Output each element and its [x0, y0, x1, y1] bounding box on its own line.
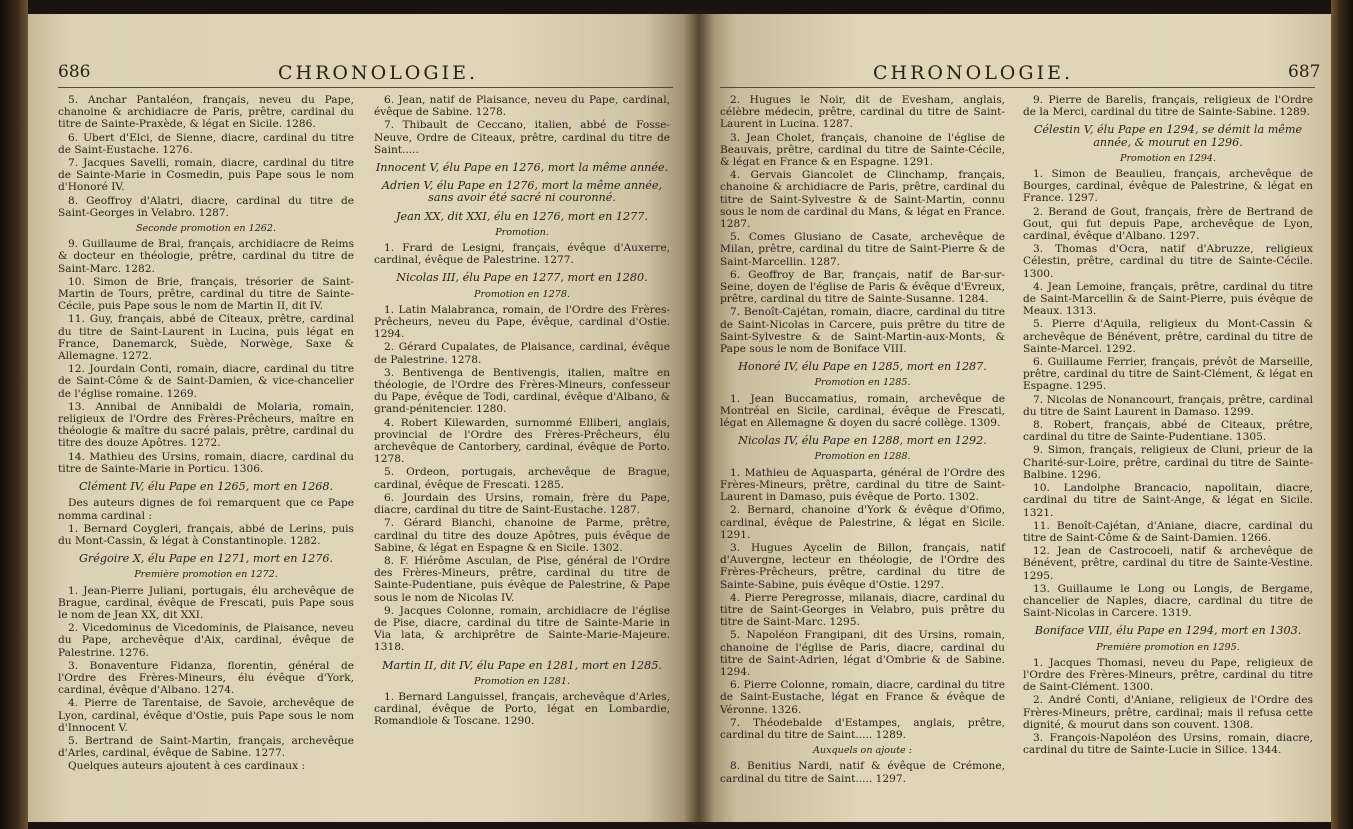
- cardinal-entry: 1. Bernard Languissel, français, archevêque d'Arles, cardinal, évêque de Porto, légat en Lombardie, Romandiole & Toscane. 1290.: [374, 690, 670, 728]
- header-rule-right: [720, 87, 1315, 88]
- left-page: [28, 14, 698, 822]
- cardinal-entry: 4. Gervais Giancolet de Clinchamp, français, chanoine & archidiacre de Paris, prêtre, cardinal du titre de Saint-Sylvestre & de Saint-Martin, connu sous le nom de cardinal du Mans, & légat en France. 1287.: [720, 169, 1005, 231]
- promotion-subheading: Seconde promotion en 1262.: [135, 223, 277, 235]
- cardinal-entry: 9. Simon, français, religieux de Cluni, prieur de la Charité-sur-Loire, prêtre, cardinal du titre de Sainte-Balbine. 1296.: [1023, 444, 1313, 481]
- cardinal-entry: 11. Benoît-Cajétan, d'Aniane, diacre, cardinal du titre de Saint-Côme & de Saint-Damien. 1266.: [1023, 519, 1313, 544]
- cardinal-entry: 6. Jean, natif de Plaisance, neveu du Pape, cardinal, évêque de Sabine. 1278.: [374, 94, 670, 119]
- cardinal-entry: 1. Simon de Beaulieu, français, archevêque de Bourges, cardinal, évêque de Palestrine, & légat en France. 1297.: [1023, 168, 1313, 205]
- promotion-subheading: Promotion en 1281.: [474, 675, 570, 687]
- promotion-subheading: Promotion en 1294.: [1120, 152, 1216, 164]
- cardinal-entry: 4. Robert Kilewarden, surnommé Elliberi, anglais, provincial de l'Ordre des Frères-Prêcheurs, élu archevêque de Cantorbery, cardinal, évêque de Porto. 1278.: [374, 416, 670, 466]
- cardinal-entry: 6. Jourdain des Ursins, romain, frère du Pape, diacre, cardinal du titre de Saint-Eustache. 1287.: [374, 491, 670, 517]
- cardinal-entry: 8. F. Hiérôme Asculan, de Pise, général de l'Ordre des Frères-Mineurs, prêtre, cardinal du titre de Sainte-Pudentiane, puis évêque de Palestrine, & Pape sous le nom de Nicolas IV.: [374, 554, 670, 604]
- cardinal-entry: Quelques auteurs ajoutent à ces cardinaux :: [68, 760, 306, 773]
- cardinal-entry: 7. Théodebalde d'Estampes, anglais, prêtre, cardinal du titre de Saint..... 1289.: [720, 716, 1005, 741]
- pope-heading: Jean XX, dit XXI, élu en 1276, mort en 1277.: [396, 209, 648, 223]
- book-edge-right: [1331, 0, 1353, 829]
- header-rule-left: [58, 87, 673, 88]
- cardinal-entry: 3. Bentivenga de Bentivengis, italien, maître en théologie, de l'Ordre des Frères-Mineurs, confesseur du Pape, évêque de Todi, cardinal, évêque d'Albano, & grand-pénitencier. 1280.: [374, 366, 670, 416]
- cardinal-entry: 1. Latin Malabranca, romain, de l'Ordre des Frères-Prêcheurs, neveu du Pape, évêque, cardinal d'Ostie. 1294.: [374, 303, 670, 341]
- cardinal-entry: 14. Mathieu des Ursins, romain, diacre, cardinal du titre de Sainte-Marie in Porticu. 1306.: [58, 450, 354, 475]
- cardinal-entry: 3. Thomas d'Ocra, natif d'Abruzze, religieux Célestin, prêtre, cardinal du titre de Sainte-Cécile. 1300.: [1023, 243, 1313, 280]
- cardinal-entry: 2. Vicedominus de Vicedominis, de Plaisance, neveu du Pape, archevêque d'Aix, cardinal, évêque de Palestrine. 1276.: [58, 622, 354, 659]
- cardinal-entry: 10. Landolphe Brancacio, napolitain, diacre, cardinal du titre de Saint-Ange, & légat en Sicile. 1321.: [1023, 482, 1313, 519]
- cardinal-entry: 11. Guy, français, abbé de Citeaux, prêtre, cardinal du titre de Saint-Laurent in Lucina, puis légat en France, Danemarck, Suède, Norwège, Saxe & Allemagne. 1272.: [58, 313, 354, 363]
- cardinal-entry: 7. Jacques Savelli, romain, diacre, cardinal du titre de Sainte-Marie in Cosmedin, puis Pape sous le nom d'Honoré IV.: [58, 157, 354, 194]
- cardinal-entry: 6. Ubert d'Elci, de Sienne, diacre, cardinal du titre de Saint-Eustache. 1276.: [58, 131, 354, 156]
- cardinal-entry: 6. Pierre Colonne, romain, diacre, cardinal du titre de Saint-Eustache, légat en France & évêque de Véronne. 1326.: [720, 679, 1005, 716]
- right-column-1: [720, 94, 1005, 786]
- running-head-right: CHRONOLOGIE.: [873, 62, 1073, 84]
- cardinal-entry: 9. Guillaume de Brai, français, archidiacre de Reims & docteur en théologie, prêtre, cardinal du titre de Saint-Marc. 1282.: [58, 238, 354, 275]
- left-column-1: [58, 94, 354, 774]
- cardinal-entry: 8. Benitius Nardi, natif & évêque de Crémone, cardinal du titre de Saint..... 1297.: [720, 760, 1005, 785]
- cardinal-entry: 5. Bertrand de Saint-Martin, français, archevêque d'Arles, cardinal, évêque de Sabine. 1277.: [58, 734, 354, 760]
- promotion-subheading: Promotion en 1278.: [474, 288, 570, 300]
- cardinal-entry: 2. Gérard Cupalates, de Plaisance, cardinal, évêque de Palestrine. 1278.: [374, 341, 670, 366]
- cardinal-entry: 1. Jean-Pierre Juliani, portugais, élu archevêque de Brague, cardinal, évêque de Frescati, puis Pape sous le nom de Jean XX, dit XXI.: [58, 584, 354, 621]
- page-number-left: 686: [58, 62, 91, 82]
- running-head-left: CHRONOLOGIE.: [278, 62, 478, 84]
- cardinal-entry: 1. Bernard Coygleri, français, abbé de Lerins, puis du Mont-Cassin, & légat à Constantinople. 1282.: [58, 522, 354, 547]
- pope-heading: Boniface VIII, élu Pape en 1294, mort en 1303.: [1034, 624, 1302, 638]
- cardinal-entry: 3. Jean Cholet, français, chanoine de l'église de Beauvais, prêtre, cardinal du titre de Sainte-Cécile, & légat en France & en Espagne. 1291.: [720, 131, 1005, 169]
- cardinal-entry: 4. Jean Lemoine, français, prêtre, cardinal du titre de Saint-Marcellin & de Saint-Pierre, puis évêque de Meaux. 1313.: [1023, 280, 1313, 318]
- cardinal-entry: 9. Jacques Colonne, romain, archidiacre de l'église de Pise, diacre, cardinal du titre de Sainte-Marie in Via lata, & archiprêtre de Sainte-Marie-Majeure. 1318.: [374, 604, 670, 654]
- promotion-subheading: Promotion en 1285.: [814, 377, 911, 389]
- pope-heading: Clément IV, élu Pape en 1265, mort en 1268.: [78, 480, 333, 494]
- promotion-subheading: Auxquels on ajoute :: [812, 745, 913, 757]
- promotion-subheading: Promotion en 1288.: [814, 451, 911, 463]
- cardinal-entry: 12. Jourdain Conti, romain, diacre, cardinal du titre de Saint-Côme & de Saint-Damien, & vice-chancelier de l'église romaine. 1269.: [58, 363, 354, 400]
- cardinal-entry: 1. Mathieu de Aquasparta, général de l'Ordre des Frères-Mineurs, prêtre, cardinal du titre de Saint-Laurent in Damaso, puis évêque de Porto. 1302.: [720, 466, 1005, 504]
- cardinal-entry: 5. Ordeon, portugais, archevêque de Brague, cardinal, évêque de Frescati. 1285.: [374, 466, 670, 491]
- cardinal-entry: 3. François-Napoléon des Ursins, romain, diacre, cardinal du titre de Sainte-Lucie in Silice. 1344.: [1023, 731, 1313, 757]
- cardinal-entry: 4. Pierre de Tarentaise, de Savoie, archevêque de Lyon, cardinal, évêque d'Ostie, puis Pape sous le nom d'Innocent V.: [58, 697, 354, 734]
- promotion-subheading: Première promotion en 1272.: [134, 569, 278, 581]
- cardinal-entry: 8. Geoffroy d'Alatri, diacre, cardinal du titre de Saint-Georges in Velabro. 1287.: [58, 194, 354, 219]
- cardinal-entry: 2. Berand de Gout, français, frère de Bertrand de Gout, qui fut depuis Pape, archevêque de Lyon, cardinal, évêque d'Albano. 1297.: [1023, 205, 1313, 243]
- pope-heading: Grégoire X, élu Pape en 1271, mort en 1276.: [78, 552, 334, 566]
- pope-heading: Innocent V, élu Pape en 1276, mort la même année.: [375, 161, 669, 175]
- pope-heading: Nicolas IV, élu Pape en 1288, mort en 1292.: [738, 434, 987, 448]
- cardinal-entry: 1. Jacques Thomasi, neveu du Pape, religieux de l'Ordre des Frères-Mineurs, prêtre, cardinal du titre de Saint-Clément. 1300.: [1023, 656, 1313, 694]
- cardinal-entry: 6. Geoffroy de Bar, français, natif de Bar-sur-Seine, doyen de l'église de Paris & évêque d'Evreux, prêtre, cardinal du titre de Sainte-Susanne. 1284.: [720, 268, 1005, 306]
- cardinal-entry: Des auteurs dignes de foi remarquent que ce Pape nomma cardinal :: [58, 497, 354, 522]
- right-page: [698, 14, 1331, 822]
- cardinal-entry: 5. Comes Glusiano de Casate, archevêque de Milan, prêtre, cardinal du titre de Saint-Pierre & de Saint-Marcellin. 1287.: [720, 231, 1005, 268]
- cardinal-entry: 2. Bernard, chanoine d'York & évêque d'Ofimo, cardinal, évêque de Palestrine, & légat en Sicile. 1291.: [720, 504, 1005, 541]
- pope-heading: Adrien V, élu Pape en 1276, mort la même année, sans avoir été sacré ni couronné.: [381, 179, 663, 205]
- cardinal-entry: 5. Pierre d'Aquila, religieux du Mont-Cassin & archevêque de Bénévent, prêtre, cardinal du titre de Sainte-Marcel. 1292.: [1023, 318, 1313, 355]
- pope-heading: Célestin V, élu Pape en 1294, se démit la même année, & mourut en 1296.: [1033, 123, 1303, 149]
- left-column-2: [374, 94, 670, 729]
- cardinal-entry: 1. Frard de Lesigni, français, évêque d'Auxerre, cardinal, évêque de Palestrine. 1277.: [374, 242, 670, 267]
- cardinal-entry: 7. Benoît-Cajétan, romain, diacre, cardinal du titre de Saint-Nicolas in Carcere, puis prêtre du titre de Saint-Sylvestre & de Saint-Martin-aux-Monts, & Pape sous le nom de Boniface VIII.: [720, 306, 1005, 356]
- pope-heading: Martin II, dit IV, élu Pape en 1281, mort en 1285.: [382, 658, 662, 672]
- cardinal-entry: 5. Napoléon Frangipani, dit des Ursins, romain, chanoine de l'église de Paris, diacre, cardinal du titre de Saint-Adrien, légat d'Ombrie & de Sabine. 1294.: [720, 629, 1005, 678]
- book-edge-left: [0, 0, 28, 829]
- cardinal-entry: 5. Anchar Pantaléon, français, neveu du Pape, chanoine & archidiacre de Paris, prêtre, cardinal du titre de Sainte-Praxède, & légat en Sicile. 1286.: [58, 94, 354, 131]
- cardinal-entry: 7. Thibault de Ceccano, italien, abbé de Fosse-Neuve, Ordre de Citeaux, prêtre, cardinal du titre de Saint.....: [374, 119, 670, 156]
- promotion-subheading: Promotion.: [495, 226, 549, 238]
- cardinal-entry: 10. Simon de Brie, français, trésorier de Saint-Martin de Tours, prêtre, cardinal du titre de Sainte-Cécile, puis Pape sous le nom de Martin II, dit IV.: [58, 275, 354, 313]
- cardinal-entry: 2. Hugues le Noir, dit de Evesham, anglais, célèbre médecin, prêtre, cardinal du titre de Saint-Laurent in Lucina. 1287.: [720, 94, 1005, 131]
- cardinal-entry: 13. Guillaume le Long ou Longis, de Bergame, chancelier de Naples, diacre, cardinal du titre de Saint-Nicolas in Carcere. 1319.: [1023, 582, 1313, 620]
- cardinal-entry: 7. Gérard Bianchi, chanoine de Parme, prêtre, cardinal du titre des douze Apôtres, puis évêque de Sabine, & légat en Espagne & en Sicile. 1302.: [374, 517, 670, 554]
- right-column-2: [1023, 94, 1313, 757]
- cardinal-entry: 3. Hugues Aycelin de Billon, français, natif d'Auvergne, lecteur en théologie, de l'Ordre des Frères-Prêcheurs, prêtre, cardinal du titre de Sainte-Sabine, puis évêque d'Ostie. 1297.: [720, 541, 1005, 591]
- cardinal-entry: 4. Pierre Peregrosse, milanais, diacre, cardinal du titre de Saint-Georges in Velabro, puis prêtre du titre de Saint-Marc. 1295.: [720, 591, 1005, 629]
- cardinal-entry: 12. Jean de Castrocoeli, natif & archevêque de Bénévent, prêtre, cardinal du titre de Sainte-Vestine. 1295.: [1023, 545, 1313, 582]
- pope-heading: Nicolas III, élu Pape en 1277, mort en 1280.: [396, 271, 648, 285]
- cardinal-entry: 13. Annibal de Annibaldi de Molaria, romain, religieux de l'Ordre des Frères-Prêcheurs, maître en théologie & maître du sacré palais, prêtre, cardinal du titre des douze Apôtres. 1272.: [58, 400, 354, 450]
- cardinal-entry: 9. Pierre de Barelis, français, religieux de l'Ordre de la Merci, cardinal du titre de Sainte-Sabine. 1289.: [1023, 94, 1313, 119]
- promotion-subheading: Première promotion en 1295.: [1096, 641, 1240, 653]
- cardinal-entry: 7. Nicolas de Nonancourt, français, prêtre, cardinal du titre de Saint Laurent in Damaso. 1299.: [1023, 393, 1313, 418]
- cardinal-entry: 6. Guillaume Ferrier, français, prévôt de Marseille, prêtre, cardinal du titre de Saint-Clément, & légat en Espagne. 1295.: [1023, 356, 1313, 393]
- cardinal-entry: 8. Robert, français, abbé de Citeaux, prêtre, cardinal du titre de Sainte-Pudentiane. 1305.: [1023, 419, 1313, 444]
- cardinal-entry: 2. André Conti, d'Aniane, religieux de l'Ordre des Frères-Mineurs, prêtre, cardinal; mais il refusa cette dignité, & mourut dans son couvent. 1308.: [1023, 694, 1313, 731]
- cardinal-entry: 1. Jean Buccamatius, romain, archevêque de Montréal en Sicile, cardinal, évêque de Frescati, légat en Allemagne & doyen du sacré collège. 1309.: [720, 392, 1005, 430]
- cardinal-entry: 3. Bonaventure Fidanza, florentin, général de l'Ordre des Frères-Mineurs, élu évêque d'York, cardinal, évêque d'Albano. 1274.: [58, 659, 354, 697]
- pope-heading: Honoré IV, élu Pape en 1285, mort en 1287.: [738, 360, 987, 374]
- page-number-right: 687: [1288, 62, 1321, 82]
